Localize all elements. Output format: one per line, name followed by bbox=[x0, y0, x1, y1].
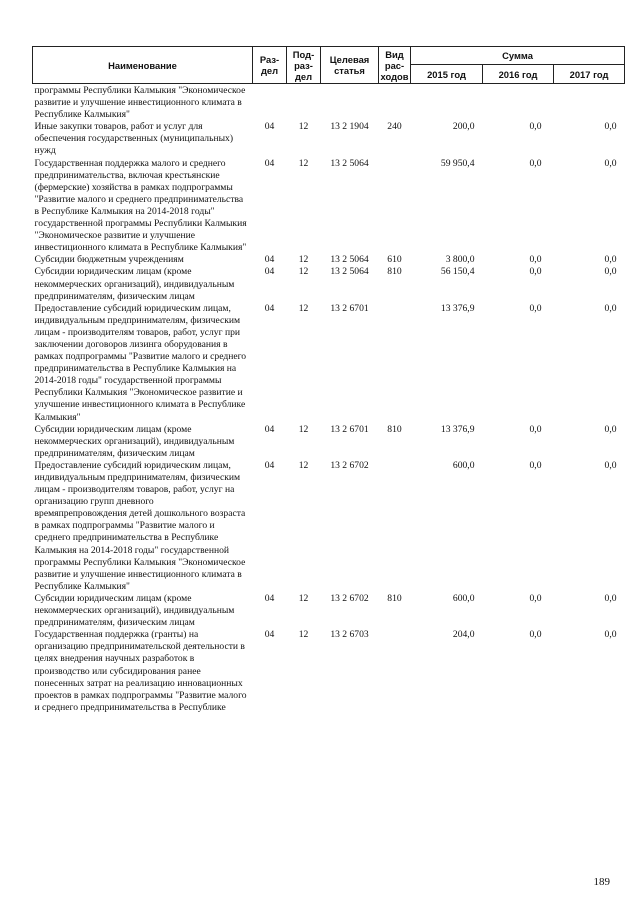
cell-razdel: 04 bbox=[264, 592, 275, 604]
cell-razdel: 04 bbox=[264, 121, 275, 133]
cell-podrazdel: 12 bbox=[298, 266, 309, 278]
cell-podrazdel: 12 bbox=[298, 302, 309, 314]
table-row bbox=[33, 266, 625, 302]
col-header-name: Наименование bbox=[33, 47, 253, 84]
cell-podrazdel: 12 bbox=[298, 121, 309, 133]
cell-2016: 0,0 bbox=[529, 302, 542, 314]
cell-target: 13 2 6703 bbox=[330, 629, 369, 641]
cell-podrazdel: 12 bbox=[298, 254, 309, 266]
cell-2017: 0,0 bbox=[604, 629, 617, 641]
table-row bbox=[33, 254, 625, 266]
cell-vid: 810 bbox=[387, 592, 402, 604]
cell-2015: 13 376,9 bbox=[440, 423, 475, 435]
cell-2015 bbox=[411, 84, 483, 122]
budget-table bbox=[32, 46, 625, 714]
cell-razdel: 04 bbox=[264, 302, 275, 314]
table-body bbox=[33, 84, 625, 714]
cell-podrazdel: 12 bbox=[298, 157, 309, 169]
cell-razdel: 04 bbox=[264, 629, 275, 641]
cell-razdel: 04 bbox=[264, 266, 275, 278]
cell-vid bbox=[379, 84, 411, 122]
cell-2017: 0,0 bbox=[604, 459, 617, 471]
cell-name: Субсидии юридическим лицам (кроме некоммерческих организаций), индивидуальным предпринимателям, физическим лицам bbox=[34, 592, 235, 629]
cell-2016: 0,0 bbox=[529, 157, 542, 169]
cell-target: 13 2 1904 bbox=[330, 121, 369, 133]
cell-2017 bbox=[554, 84, 625, 122]
cell-name: программы Республики Калмыкия "Экономическое развитие и улучшение инвестиционного климата в Республике Калмыкия" bbox=[34, 85, 246, 121]
cell-2017: 0,0 bbox=[604, 157, 617, 169]
cell-vid: 610 bbox=[387, 254, 402, 266]
cell-podrazdel bbox=[287, 84, 321, 122]
cell-razdel: 04 bbox=[264, 423, 275, 435]
cell-2016: 0,0 bbox=[529, 629, 542, 641]
cell-2016: 0,0 bbox=[529, 592, 542, 604]
cell-razdel: 04 bbox=[264, 254, 275, 266]
cell-2016 bbox=[483, 84, 554, 122]
cell-name: Субсидии юридическим лицам (кроме некоммерческих организаций), индивидуальным предпринимателям, физическим лицам bbox=[34, 423, 235, 459]
cell-target bbox=[321, 84, 379, 122]
cell-podrazdel: 12 bbox=[298, 459, 309, 471]
cell-vid bbox=[379, 629, 411, 714]
cell-2015: 59 950,4 bbox=[440, 157, 475, 169]
cell-vid bbox=[379, 303, 411, 424]
col-header-2015: 2015 год bbox=[411, 65, 483, 84]
cell-vid: 240 bbox=[387, 121, 402, 133]
cell-target: 13 2 6702 bbox=[330, 592, 369, 604]
cell-vid bbox=[379, 460, 411, 593]
budget-table-page bbox=[32, 46, 624, 714]
table-row bbox=[33, 303, 625, 424]
cell-2015: 200,0 bbox=[452, 121, 475, 133]
cell-2015: 204,0 bbox=[452, 629, 475, 641]
cell-target: 13 2 6701 bbox=[330, 423, 369, 435]
table-row bbox=[33, 593, 625, 629]
cell-razdel: 04 bbox=[264, 157, 275, 169]
cell-razdel: 04 bbox=[264, 459, 275, 471]
cell-2016: 0,0 bbox=[529, 121, 542, 133]
cell-razdel bbox=[253, 84, 287, 122]
cell-name: Субсидии юридическим лицам (кроме некоммерческих организаций), индивидуальным предпринимателям, физическим лицам bbox=[34, 266, 235, 302]
cell-name: Государственная поддержка (гранты) на организацию предпринимательской деятельности в целях внедрения научных разработок в производство или субсидирования ранее понесенных затрат на реализацию инновационных проектов в рамках подпрограммы "Развитие малого и среднего предпринимательства в Республике bbox=[34, 629, 247, 713]
cell-2015: 13 376,9 bbox=[440, 302, 475, 314]
table-row bbox=[33, 424, 625, 460]
cell-2017: 0,0 bbox=[604, 302, 617, 314]
cell-name: Предоставление субсидий юридическим лицам, индивидуальным предпринимателям, физическим лицам - производителям товаров, работ, услуг при заключении договоров лизинга оборудования в рамках подпрограммы "Развитие малого и среднего предпринимательства в Республике Калмыкия на 2014-2018 годы" государственной программы Республики Калмыкия "Экономическое развитие и улучшение инвестиционного климата в Республике Калмыкия" bbox=[34, 302, 247, 423]
table-row bbox=[33, 629, 625, 714]
cell-2015: 600,0 bbox=[452, 459, 475, 471]
cell-2017: 0,0 bbox=[604, 121, 617, 133]
col-header-2017: 2017 год bbox=[554, 65, 625, 84]
cell-name: Субсидии бюджетным учреждениям bbox=[34, 254, 184, 266]
col-header-vid: Вид рас- ходов bbox=[380, 48, 409, 82]
table-row bbox=[33, 84, 625, 122]
cell-vid: 810 bbox=[387, 266, 402, 278]
cell-name: Государственная поддержка малого и среднего предпринимательства, включая крестьянские (фермерские) хозяйства в рамках подпрограммы "Развитие малого и среднего предпринимательства в Республике Калмыкия на 2014-2018 годы" государственной программы Республики Калмыкия "Экономическое развитие и улучшение инвестиционного климата в Республике Калмыкия" bbox=[34, 157, 247, 254]
col-header-razdel: Раз- дел bbox=[253, 47, 287, 84]
cell-name: Предоставление субсидий юридическим лицам, индивидуальным предпринимателям, физическим лицам - производителям товаров, работ, услуг на организацию групп дневного времяпрепровождения детей дошкольного возраста в рамках подпрограммы "Развитие малого и среднего предпринимательства в Республике Калмыкия на 2014-2018 годы" государственной программы Республики Калмыкия "Экономическое развитие и улучшение инвестиционного климата в Республике Калмыкия" bbox=[34, 459, 246, 592]
cell-target: 13 2 6701 bbox=[330, 302, 369, 314]
cell-target: 13 2 5064 bbox=[330, 266, 369, 278]
cell-2017: 0,0 bbox=[604, 266, 617, 278]
cell-2015: 3 800,0 bbox=[445, 254, 475, 266]
cell-vid: 810 bbox=[387, 423, 402, 435]
col-header-2016: 2016 год bbox=[483, 65, 554, 84]
col-header-target: Целевая статья bbox=[321, 47, 379, 84]
cell-podrazdel: 12 bbox=[298, 629, 309, 641]
cell-2015: 600,0 bbox=[452, 592, 475, 604]
cell-name: Иные закупки товаров, работ и услуг для обеспечения государственных (муниципальных) нужд bbox=[34, 121, 234, 157]
cell-podrazdel: 12 bbox=[298, 592, 309, 604]
col-header-summa: Сумма bbox=[411, 47, 625, 65]
cell-vid bbox=[379, 158, 411, 255]
cell-2016: 0,0 bbox=[529, 254, 542, 266]
cell-2017: 0,0 bbox=[604, 254, 617, 266]
table-row bbox=[33, 121, 625, 157]
cell-podrazdel: 12 bbox=[298, 423, 309, 435]
cell-2017: 0,0 bbox=[604, 423, 617, 435]
col-header-podrazdel: Под- раз- дел bbox=[287, 47, 321, 84]
cell-2015: 56 150,4 bbox=[440, 266, 475, 278]
page-number: 189 bbox=[593, 876, 610, 888]
table-row bbox=[33, 158, 625, 255]
cell-2016: 0,0 bbox=[529, 266, 542, 278]
cell-2016: 0,0 bbox=[529, 423, 542, 435]
cell-target: 13 2 5064 bbox=[330, 254, 369, 266]
cell-target: 13 2 5064 bbox=[330, 157, 369, 169]
cell-2016: 0,0 bbox=[529, 459, 542, 471]
cell-target: 13 2 6702 bbox=[330, 459, 369, 471]
cell-2017: 0,0 bbox=[604, 592, 617, 604]
table-row bbox=[33, 460, 625, 593]
